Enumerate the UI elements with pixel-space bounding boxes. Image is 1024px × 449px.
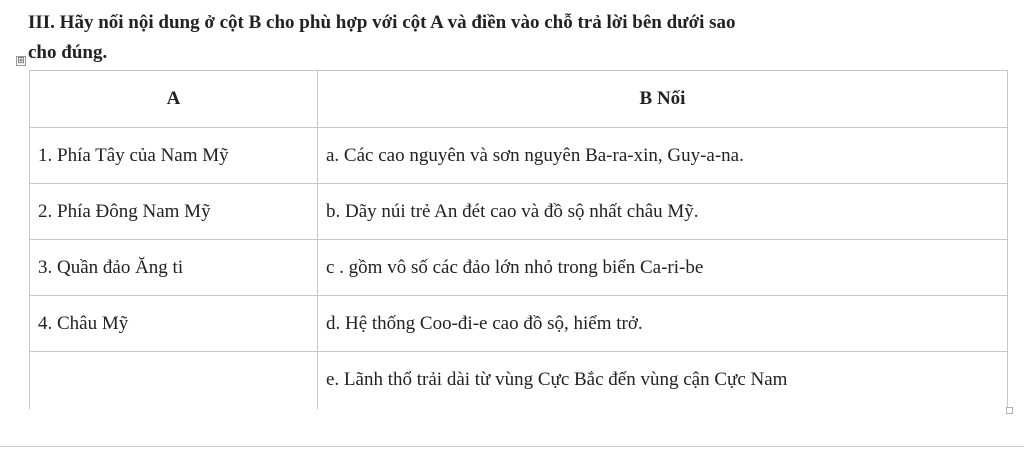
cell-b[interactable]: b. Dãy núi trẻ An đét cao và đồ sộ nhất châu Mỹ. (318, 184, 1008, 240)
table-row (30, 296, 1008, 352)
table-move-handle-icon[interactable]: ⊞ (17, 56, 25, 66)
page-divider (0, 446, 1024, 447)
table-row (30, 184, 1008, 240)
table-row (30, 352, 1008, 409)
cell-b[interactable]: c . gồm vô số các đảo lớn nhỏ trong biển Ca-ri-be (318, 240, 1008, 296)
heading-line-2: cho đúng. (28, 42, 108, 63)
table-row (30, 240, 1008, 296)
cell-a[interactable]: 4. Châu Mỹ (30, 296, 318, 352)
heading-line-1: III. Hãy nối nội dung ở cột B cho phù hợp với cột A và điền vào chỗ trả lời bên dưới sao (28, 12, 736, 33)
matching-table (29, 70, 1008, 409)
cell-b[interactable]: a. Các cao nguyên và sơn nguyên Ba-ra-xin, Guy-a-na. (318, 128, 1008, 184)
table-row (30, 128, 1008, 184)
cell-b[interactable]: e. Lãnh thổ trải dài từ vùng Cực Bắc đến vùng cận Cực Nam (318, 352, 1008, 409)
cell-a[interactable]: 3. Quần đảo Ăng ti (30, 240, 318, 296)
cell-a[interactable]: 2. Phía Đông Nam Mỹ (30, 184, 318, 240)
cell-b[interactable]: d. Hệ thống Coo-đi-e cao đồ sộ, hiểm trở. (318, 296, 1008, 352)
cell-a[interactable]: 1. Phía Tây của Nam Mỹ (30, 128, 318, 184)
cell-a[interactable] (30, 352, 318, 409)
column-a-header: A (30, 71, 318, 128)
column-b-header: B Nối (318, 71, 1008, 128)
exercise-heading (28, 8, 988, 68)
table-resize-handle[interactable] (1006, 407, 1013, 414)
table-header-row (30, 71, 1008, 128)
